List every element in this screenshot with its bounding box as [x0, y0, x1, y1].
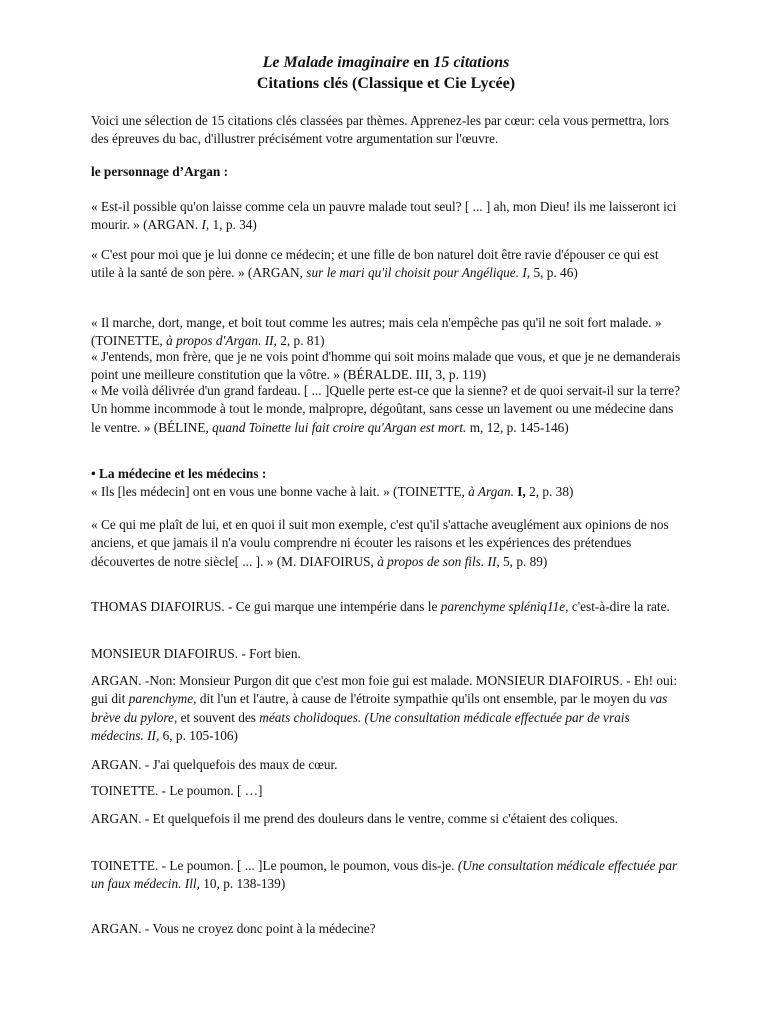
quote-4: « J'entends, mon frère, que je ne vois point d'homme qui soit moins malade que vous, et que je ne demanderais point une meilleure constitution que la vôtre. » (BÉRALDE. III, 3, p. 119) — [91, 349, 681, 383]
dialogue-line-5: TOINETTE. - Le poumon. [ …] — [91, 783, 263, 798]
quote-6: « Ils [les médecin] ont en vous une bonne vache à lait. » (TOINETTE, à Argan. I, 2, p. 38) — [91, 484, 574, 499]
quote-3: « Il marche, dort, mange, et boit tout comme les autres; mais cela n'empêche pas qu'il ne soit fort malade. » (TOINETTE, à propos d'Argan. II, 2, p. 81) — [91, 315, 662, 349]
document-subtitle: Citations clés (Classique et Cie Lycée) — [256, 75, 516, 92]
quote-2: « C'est pour moi que je lui donne ce médecin; et une fille de bon naturel doit être ravie d'épouser ce qui est utile à la santé de son père. » (ARGAN, sur le mari qu'il choisit pour Angélique. I, 5, p. 46) — [91, 247, 659, 281]
dialogue-line-8: ARGAN. - Vous ne croyez donc point à la médecine? — [91, 921, 376, 936]
dialogue-line-4: ARGAN. - J'ai quelquefois des maux de cœur. — [91, 757, 338, 772]
intro-paragraph: Voici une sélection de 15 citations clés classées par thèmes. Apprenez-les par cœur: cela vous permettra, lors des épreuves du bac, d'illustrer précisément votre argumentation sur l'œuvre. — [91, 113, 669, 147]
dialogue-line-2: MONSIEUR DIAFOIRUS. - Fort bien. — [91, 646, 301, 661]
section-heading-medecine: • La médecine et les médecins : — [91, 466, 267, 481]
dialogue-line-3: ARGAN. -Non: Monsieur Purgon dit que c'est mon foie gui est malade. MONSIEUR DIAFOIRUS. - Eh! oui: gui dit parenchyme, dit l'un et l'autre, à cause de l'étroite sympathie qu'ils ont ensemble, par le moyen du vas brève du pylore, et souvent des méats cholidoques. (Une consultation médicale effectuée par de vrais médecins. II, 6, p. 105-106) — [91, 673, 678, 744]
dialogue-line-6: ARGAN. - Et quelquefois il me prend des douleurs dans le ventre, comme si c'étaient des coliques. — [91, 811, 619, 826]
quote-7: « Ce qui me plaît de lui, et en quoi il suit mon exemple, c'est qu'il s'attache aveuglément aux opinions de nos anciens, et que jamais il n'a voulu comprendre ni écouter les raisons et les expériences des prétendues découvertes de notre siècle[ ... ]. » (M. DIAFOIRUS, à propos de son fils. II, 5, p. 89) — [91, 517, 669, 569]
section-heading-argan: le personnage d’Argan : — [91, 164, 229, 179]
quote-1: « Est-il possible qu'on laisse comme cela un pauvre malade tout seul? [ ... ] ah, mon Dieu! ils me laisseront ici mourir. » (ARGAN. I, 1, p. 34) — [91, 199, 677, 233]
quote-5: « Me voilà délivrée d'un grand fardeau. [ ... ]Quelle perte est-ce que la sienne? et de quoi servait-il sur la terre? Un homme incommode à tout le monde, malpropre, dégoûtant, sans cesse un lavement ou une médecine dans le ventre. » (BÉLINE, quand Toinette lui fait croire qu'Argan est mort. m, 12, p. 145-146) — [91, 383, 681, 435]
dialogue-line-7: TOINETTE. - Le poumon. [ ... ]Le poumon, le poumon, vous dis-je. (Une consultation médicale effectuée par un faux médecin. Ill, 10, p. 138-139) — [91, 858, 678, 892]
document-title: Le Malade imaginaire en 15 citations — [262, 54, 510, 71]
dialogue-line-1: THOMAS DIAFOIRUS. - Ce gui marque une intempérie dans le parenchyme spléniq11e, c'est-à-dire la rate. — [91, 599, 670, 614]
